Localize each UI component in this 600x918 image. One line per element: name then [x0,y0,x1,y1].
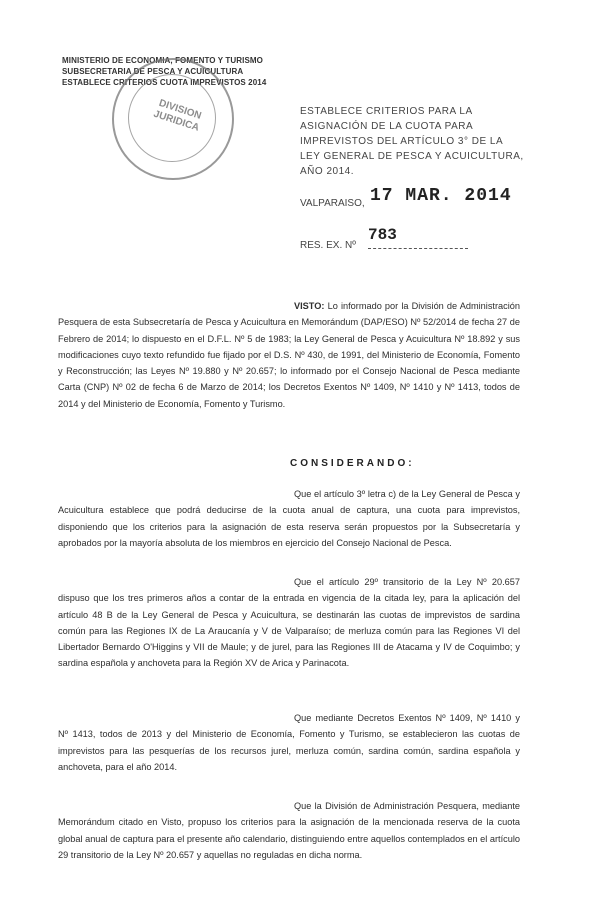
considerando-item-3 [58,710,520,775]
considerando-text-2: Que el artículo 29º transitorio de la Ley Nº 20.657 dispuso que los tres primeros años a contar de la entrada en vigencia de la citada ley, para la aplicación del artículo 48 B de la Ley General de Pesca y Acuicultura, se destinarán las cuotas de imprevistos de sardina común para las Regiones IX de La Araucanía y V de Valparaíso; de merluza común para las Regiones VI del Libertador Bernardo O'Higgins y VII de Maule; y de jurel, para las Regiones III de Atacama y IV de Coquimbo; y sardina española y anchoveta para la Región XV de Arica y Parinacota. [58,577,520,669]
considerando-text-3: Que mediante Decretos Exentos Nº 1409, Nº 1410 y Nº 1413, todos de 2013 y del Ministerio de Economía, Fomento y Turismo, se establecieron las cuotas de imprevistos para las pesquerías de los recursos jurel, merluza común, sardina común, sardina española y anchoveta, para el año 2014. [58,713,520,772]
resolution-title: ESTABLECE CRITERIOS PARA LA ASIGNACIÓN DE LA CUOTA PARA IMPREVISTOS DEL ARTÍCULO 3° DE LA LEY GENERAL DE PESCA Y ACUICULTURA, AÑO 2014. [300,106,524,177]
res-number-line [368,248,468,249]
considerando-text-4: Que la División de Administración Pesquera, mediante Memorándum citado en Visto, propuso los criterios para la asignación de la mencionada reserva de la cuota global anual de captura para el presente año calendario, distinguiendo entre aquellos contemplados en el artículo 29 transitorio de la Ley Nº 20.657 y aquellas no reguladas en dicha norma. [58,801,520,860]
place-label: VALPARAISO, [300,198,365,209]
visto-label: VISTO: [294,301,325,311]
considerando-item-1 [58,486,520,551]
considerando-item-4 [58,798,520,863]
header-subsecretaria: SUBSECRETARIA DE PESCA Y ACUICULTURA [62,67,244,76]
header-subject: ESTABLECE CRITERIOS CUOTA IMPREVISTOS 2014 [62,78,267,87]
res-ex-number: 783 [368,226,397,244]
considerando-item-2 [58,574,520,672]
visto-text: Lo informado por la División de Administración Pesquera de esta Subsecretaría de Pesca y Acuicultura en Memorándum (DAP/ESO) Nº 52/2014 de fecha 27 de Febrero de 2014; lo dispuesto en el D.F.L. Nº 5 de 1983; la Ley General de Pesca y Acuicultura Nº 18.892 y sus modificaciones cuyo texto refundido fue fijado por el D.S. Nº 430, de 1991, del Ministerio de Economía, Fomento y Reconstrucción; las Leyes Nº 19.880 y Nº 20.657; lo informado por el Consejo Nacional de Pesca mediante Carta (CNP) Nº 02 de fecha 6 de Marzo de 2014; los Decretos Exentos Nº 1409, Nº 1410 y Nº 1413, todos de 2014 y del Ministerio de Economía, Fomento y Turismo. [58,301,521,409]
stamp-label: DIVISION JURIDICA [152,97,203,134]
res-ex-label: RES. EX. Nº [300,240,356,251]
visto-paragraph [58,298,520,412]
considerando-heading: CONSIDERANDO: [290,458,415,469]
header-ministry: MINISTERIO DE ECONOMIA, FOMENTO Y TURISMO [62,56,264,65]
considerando-text-1: Que el artículo 3º letra c) de la Ley General de Pesca y Acuicultura establece que podrá deducirse de la cuota anual de captura, una cuota para imprevistos, disponiendo que los criterios para la asignación de esta reserva serán propuestos por la Subsecretaría y aprobados por la mayoría absoluta de los miembros en ejercicio del Consejo Nacional de Pesca. [58,489,520,548]
resolution-date: 17 MAR. 2014 [370,186,512,206]
division-juridica-stamp [112,58,234,180]
